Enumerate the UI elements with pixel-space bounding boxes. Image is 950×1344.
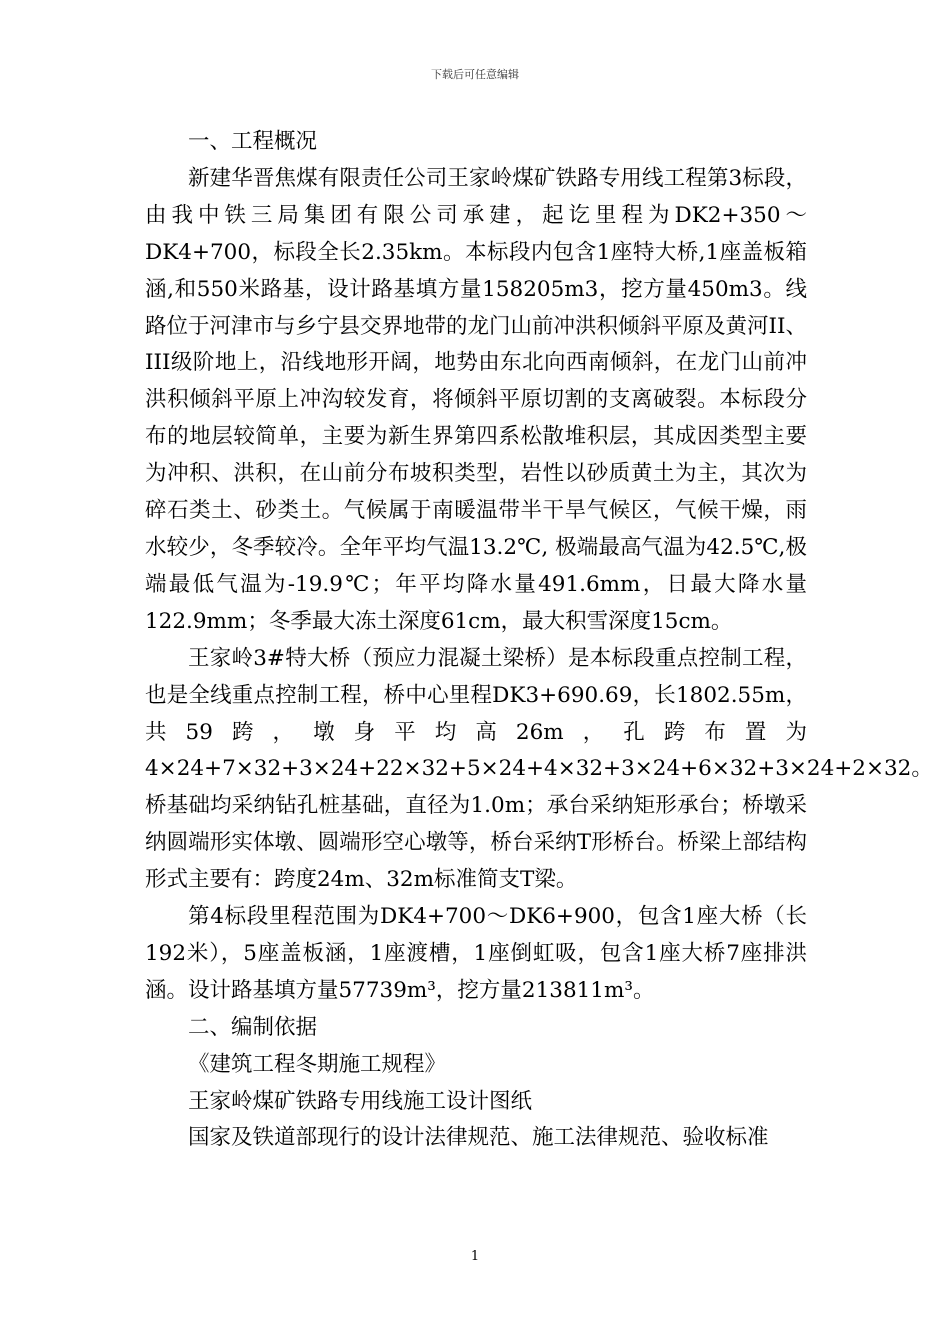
section-heading-basis: 二、编制依据	[188, 1014, 318, 1040]
basis-item-design-drawings: 王家岭煤矿铁路专用线施工设计图纸	[188, 1088, 533, 1114]
paragraph-section-four: 第4标段里程范围为DK4+700～DK6+900，包含1座大桥（长192米），5座盖板涵，1座渡槽，1座倒虹吸，包含1座大桥7座排洪涵。设计路基填方量57739m³，挖方量213811m³。	[145, 904, 807, 1003]
page-number: 1	[470, 1249, 480, 1264]
section-heading-overview: 一、工程概况	[188, 129, 318, 154]
document-body	[145, 124, 933, 1157]
basis-item-winter-construction: 《建筑工程冬期施工规程》	[188, 1051, 447, 1077]
paragraph-bridge-description: 王家岭3#特大桥（预应力混凝土梁桥）是本标段重点控制工程，也是全线重点控制工程，桥中心里程DK3+690.69，长1802.55m，共59跨，墩身平均高26m，孔跨布置为4×24+7×32+3×24+22×32+5×24+4×32+3×24+6×32+3×24+2×32。桥基础均采纳钻孔桩基础，直径为1.0m；承台采纳矩形承台；桥墩采纳圆端形实体墩、圆端形空心墩等，桥台采纳T形桥台。桥梁上部结构形式主要有：跨度24m、32m标准简支T梁。	[145, 645, 933, 893]
page-header: 下载后可任意编辑	[431, 68, 519, 81]
basis-item-standards: 国家及铁道部现行的设计法律规范、施工法律规范、验收标准	[188, 1125, 769, 1151]
paragraph-project-overview: 新建华晋焦煤有限责任公司王家岭煤矿铁路专用线工程第3标段，由我中铁三局集团有限公司承建，起讫里程为DK2+350～DK4+700，标段全长2.35km。本标段内包含1座特大桥,1座盖板箱涵,和550米路基，设计路基填方量158205m3，挖方量450m3。线路位于河津市与乡宁县交界地带的龙门山前冲洪积倾斜平原及黄河II、III级阶地上，沿线地形开阔，地势由东北向西南倾斜，在龙门山前冲洪积倾斜平原上冲沟较发育，将倾斜平原切割的支离破裂。本标段分布的地层较简单，主要为新生界第四系松散堆积层，其成因类型主要为冲积、洪积，在山前分布坡积类型，岩性以砂质黄土为主，其次为碎石类土、砂类土。气候属于南暖温带半干旱气候区，气候干燥，雨水较少，冬季较冷。全年平均气温13.2℃, 极端最高气温为42.5℃,极端最低气温为-19.9℃；年平均降水量491.6mm，日最大降水量122.9mm；冬季最大冻土深度61cm，最大积雪深度15cm。	[145, 165, 807, 634]
